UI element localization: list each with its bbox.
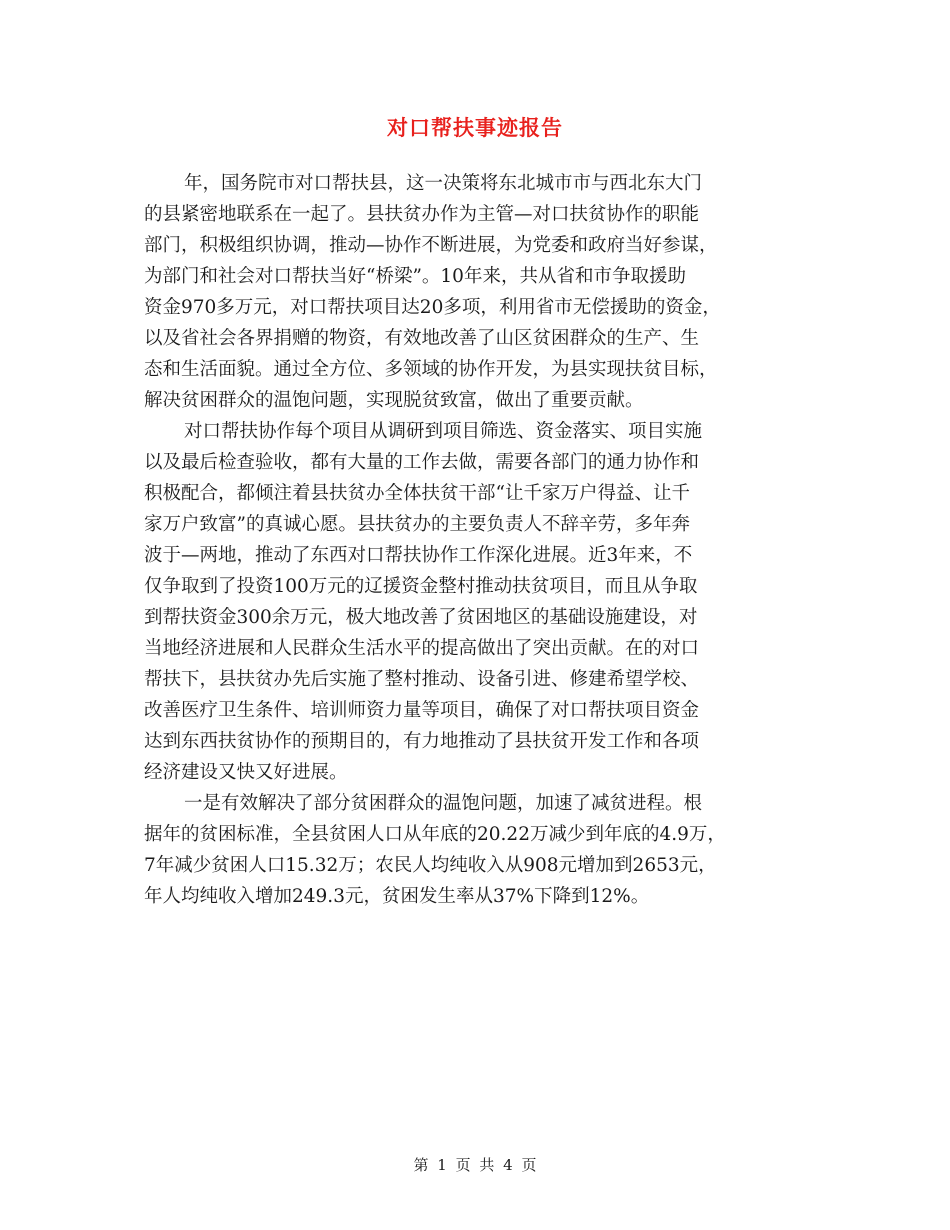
- text-line: 对口帮扶协作每个项目从调研到项目筛选、资金落实、项目实施: [184, 421, 703, 442]
- text-line: 经济建设又快又好进展。: [144, 762, 348, 783]
- text-line: 波于—两地，推动了东西对口帮扶协作工作深化进展。近3年来，不: [144, 545, 693, 566]
- text-line: 当地经济进展和人民群众生活水平的提高做出了突出贡献。在的对口: [144, 638, 700, 659]
- text-line: 家万户致富”的真诚心愿。县扶贫办的主要负责人不辞辛劳，多年奔: [144, 514, 690, 535]
- paragraph: [144, 416, 824, 788]
- text-line: 达到东西扶贫协作的预期目的，有力地推动了县扶贫开发工作和各项: [144, 731, 700, 752]
- text-line: 积极配合，都倾注着县扶贫办全体扶贫干部“让千家万户得益、让千: [144, 483, 690, 504]
- text-line: 为部门和社会对口帮扶当好“桥梁”。10年来，共从省和市争取援助: [144, 266, 686, 287]
- text-line: 仅争取到了投资100万元的辽援资金整村推动扶贫项目，而且从争取: [144, 576, 698, 597]
- text-line: 改善医疗卫生条件、培训师资力量等项目，确保了对口帮扶项目资金: [144, 700, 700, 721]
- document-title: 对口帮扶事迹报告: [387, 115, 563, 140]
- text-line: 一是有效解决了部分贫困群众的温饱问题，加速了减贫进程。根: [184, 793, 703, 814]
- text-line: 7年减少贫困人口15.32万；农民人均纯收入从908元增加到2653元，: [144, 855, 717, 876]
- text-line: 解决贫困群众的温饱问题，实现脱贫致富，做出了重要贡献。: [144, 390, 644, 411]
- text-line: 部门，积极组织协调，推动—协作不断进展，为党委和政府当好参谋，: [144, 235, 718, 256]
- text-line: 以及省社会各界捐赠的物资，有效地改善了山区贫困群众的生产、生: [144, 328, 700, 349]
- text-line: 到帮扶资金300余万元，极大地改善了贫困地区的基础设施建设，对: [144, 607, 698, 628]
- paragraph: [144, 788, 824, 912]
- text-line: 帮扶下，县扶贫办先后实施了整村推动、设备引进、修建希望学校、: [144, 669, 700, 690]
- page-footer: 第 1 页 共 4 页: [413, 1156, 537, 1174]
- text-line: 据年的贫困标准，全县贫困人口从年底的20.22万减少到年底的4.9万，: [144, 824, 726, 845]
- text-line: 资金970多万元，对口帮扶项目达20多项，利用省市无偿援助的资金，: [144, 297, 721, 318]
- text-line: 年人均纯收入增加249.3元，贫困发生率从37%下降到12%。: [144, 886, 650, 907]
- document-body: [144, 168, 824, 912]
- text-line: 以及最后检查验收，都有大量的工作去做，需要各部门的通力协作和: [144, 452, 700, 473]
- text-line: 年，国务院市对口帮扶县，这一决策将东北城市市与西北东大门: [184, 173, 703, 194]
- text-line: 态和生活面貌。通过全方位、多领域的协作开发，为县实现扶贫目标，: [144, 359, 718, 380]
- paragraph: [144, 168, 824, 416]
- text-line: 的县紧密地联系在一起了。县扶贫办作为主管—对口扶贫协作的职能: [144, 204, 700, 225]
